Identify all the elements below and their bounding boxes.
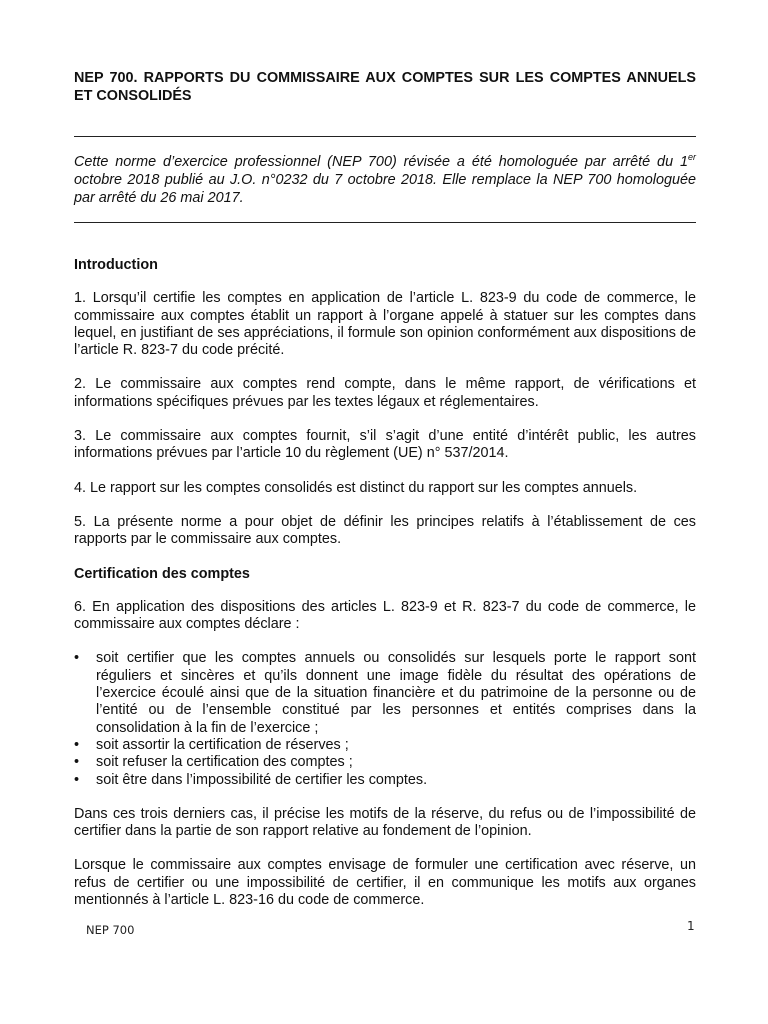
preamble-note	[74, 153, 696, 207]
paragraph-3: 3. Le commissaire aux comptes fournit, s’il s’agit d’une entité d’intérêt public, les autres informations prévues par l’article 10 du règlement (UE) n° 537/2014.	[74, 428, 696, 462]
list-item: • soit refuser la certification des comptes ;	[74, 754, 696, 771]
paragraph-6: 6. En application des dispositions des articles L. 823-9 et R. 823-7 du code de commerce, le commissaire aux comptes déclare :	[74, 598, 696, 633]
list-item: • soit être dans l’impossibilité de certifier les comptes.	[74, 772, 696, 789]
document-body	[74, 257, 696, 926]
footer-label: NEP 700	[86, 923, 135, 937]
section-heading-certification: Certification des comptes	[74, 565, 250, 582]
paragraph-motifs: Dans ces trois derniers cas, il précise les motifs de la réserve, du refus ou de l’impossibilité de certifier dans la partie de son rapport relative au fondement de l’opinion.	[74, 805, 696, 840]
page-number: 1	[687, 919, 695, 933]
paragraph-5: 5. La présente norme a pour objet de définir les principes relatifs à l’établissement de ces rapports par le commissaire aux comptes.	[74, 513, 696, 548]
section-heading-introduction: Introduction	[74, 257, 158, 273]
certification-options-list	[74, 650, 696, 788]
paragraph-4: 4. Le rapport sur les comptes consolidés est distinct du rapport sur les comptes annuels.	[74, 479, 638, 496]
bottom-divider	[74, 222, 696, 223]
paragraph-1: 1. Lorsqu’il certifie les comptes en application de l’article L. 823-9 du code de commerce, le commissaire aux comptes établit un rapport à l’organe appelé à statuer sur les comptes dans lequel, en justifiant de ses appréciations, il formule son opinion conformément aux dispositions de l’article R. 823-7 du code précité.	[74, 290, 696, 359]
list-item: • soit assortir la certification de réserves ;	[74, 737, 696, 754]
paragraph-2: 2. Le commissaire aux comptes rend compte, dans le même rapport, de vérifications et informations spécifiques prévues par les textes légaux et réglementaires.	[74, 376, 696, 410]
paragraph-communication: Lorsque le commissaire aux comptes envisage de formuler une certification avec réserve, un refus de certifier ou une impossibilité de certifier, il en communique les motifs aux organes mentionnés à l’article L. 823-16 du code de commerce.	[74, 857, 696, 909]
page-title: NEP 700. RAPPORTS DU COMMISSAIRE AUX COMPTES SUR LES COMPTES ANNUELS ET CONSOLIDÉS	[74, 70, 696, 104]
top-divider	[74, 136, 696, 137]
preamble-superscript: er	[687, 152, 696, 162]
list-item: • soit certifier que les comptes annuels ou consolidés sur lesquels porte le rapport sont réguliers et sincères et qu’ils donnent une image fidèle du résultat des opérations de l’exercice écoulé ainsi que de la situation financière et du patrimoine de la personne ou de l’entité ou de l’ensemble constitué par les personnes et entités comprises dans la consolidation à la fin de l’exercice ;	[74, 650, 696, 736]
preamble-text-end: octobre 2018 publié au J.O. n°0232 du 7 octobre 2018. Elle remplace la NEP 700 homologuée par arrêté du 26 mai 2017.	[74, 172, 696, 206]
preamble-text-start: Cette norme d’exercice professionnel (NEP 700) révisée a été homologuée par arrêté du 1	[74, 154, 688, 170]
